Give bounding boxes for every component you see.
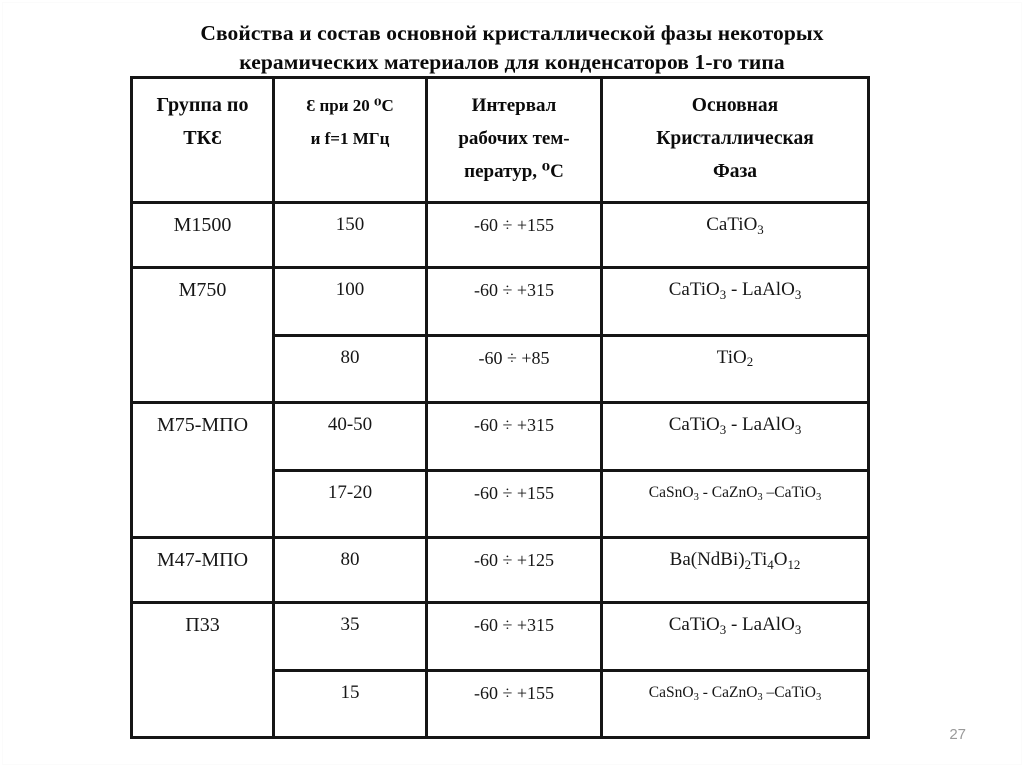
cell-group-text: М1500 xyxy=(173,214,232,236)
column-header-group-line-1: Группа по xyxy=(156,94,249,116)
column-header-temperature xyxy=(427,78,602,203)
cell-phase-text: CaSnO$_3$ - CaZnO$_3$ –CaTiO$_3$ xyxy=(648,683,822,703)
page-number: 27 xyxy=(949,726,966,743)
cell-group-text: М75-МПО xyxy=(156,414,249,436)
cell-phase xyxy=(602,203,869,268)
table-row xyxy=(132,403,869,471)
cell-temperature-text: -60 ÷ +125 xyxy=(473,550,555,570)
cell-temperature xyxy=(427,670,602,738)
cell-temperature xyxy=(427,603,602,671)
table-body xyxy=(132,203,869,738)
column-header-phase-text xyxy=(603,79,867,201)
cell-phase-text: TiO$_2$ xyxy=(716,346,754,370)
cell-phase-text: CaSnO$_3$ - CaZnO$_3$ –CaTiO$_3$ xyxy=(648,483,822,503)
cell-phase xyxy=(602,603,869,671)
cell-temperature-text: -60 ÷ +155 xyxy=(473,482,555,503)
cell-temperature-text: -60 ÷ +155 xyxy=(473,682,555,703)
cell-epsilon-text: 40-50 xyxy=(327,414,373,435)
cell-phase xyxy=(602,268,869,336)
cell-temperature-text: -60 ÷ +315 xyxy=(473,415,555,435)
slide-title-line-1: Свойства и состав основной кристаллической фазы некоторых xyxy=(200,21,824,46)
cell-temperature xyxy=(427,203,602,268)
column-header-phase-line-2: Кристаллическая xyxy=(656,128,814,149)
column-header-group xyxy=(132,78,274,203)
slide-title-line-2: керамических материалов для конденсаторов 1-го типа xyxy=(239,50,785,75)
cell-temperature-text: -60 ÷ +85 xyxy=(478,347,550,368)
cell-epsilon-text: 80 xyxy=(340,549,360,570)
cell-epsilon-text: 150 xyxy=(335,214,365,235)
column-header-group-text xyxy=(133,79,272,201)
cell-epsilon-text: 17-20 xyxy=(327,481,373,503)
cell-group xyxy=(132,538,274,603)
cell-group-text: П33 xyxy=(185,614,220,636)
cell-phase xyxy=(602,670,869,738)
cell-temperature xyxy=(427,538,602,603)
table-row xyxy=(132,203,869,268)
column-header-phase xyxy=(602,78,869,203)
cell-temperature xyxy=(427,335,602,403)
cell-temperature-text: -60 ÷ +155 xyxy=(473,215,555,235)
column-header-epsilon xyxy=(274,78,427,203)
cell-epsilon-text: 80 xyxy=(340,346,360,368)
column-header-epsilon-text xyxy=(275,79,425,201)
properties-table-container xyxy=(130,76,867,739)
slide-title xyxy=(112,19,912,77)
cell-group-text: М750 xyxy=(178,279,227,301)
cell-group xyxy=(132,603,274,738)
cell-epsilon xyxy=(274,203,427,268)
properties-table xyxy=(130,76,870,739)
cell-phase-text: CaTiO$_3$ - LaAlO$_3$ xyxy=(668,414,802,437)
cell-temperature-text: -60 ÷ +315 xyxy=(473,280,555,300)
column-header-phase-line-3: Фаза xyxy=(712,161,758,182)
cell-epsilon xyxy=(274,538,427,603)
cell-group-text: М47-МПО xyxy=(156,549,249,571)
column-header-temperature-line-2: рабочих тем- xyxy=(458,128,570,149)
cell-phase-text: CaTiO$_3$ - LaAlO$_3$ xyxy=(668,279,802,302)
column-header-epsilon-line-2: и f=1 МГц xyxy=(310,129,390,148)
cell-phase xyxy=(602,403,869,471)
cell-temperature xyxy=(427,403,602,471)
table-header-row xyxy=(132,78,869,203)
column-header-temperature-line-3: ператур, ⁰C xyxy=(464,161,564,182)
cell-phase xyxy=(602,335,869,403)
cell-epsilon xyxy=(274,470,427,538)
column-header-group-line-2: ТКƐ xyxy=(183,127,222,149)
cell-phase-text: CaTiO$_3$ xyxy=(706,214,764,237)
cell-group xyxy=(132,268,274,403)
table-header xyxy=(132,78,869,203)
cell-epsilon-text: 100 xyxy=(335,279,365,300)
cell-phase xyxy=(602,470,869,538)
column-header-epsilon-line-1: Ɛ при 20 ⁰C xyxy=(306,96,394,115)
cell-epsilon xyxy=(274,603,427,671)
cell-epsilon xyxy=(274,670,427,738)
table-row xyxy=(132,538,869,603)
cell-phase xyxy=(602,538,869,603)
cell-epsilon xyxy=(274,335,427,403)
cell-group xyxy=(132,203,274,268)
column-header-temperature-line-1: Интервал xyxy=(471,95,557,116)
cell-phase-text: $Ba(NdBi)_2Ti_4O_{12}$ xyxy=(669,549,801,572)
table-row xyxy=(132,268,869,336)
table-row xyxy=(132,603,869,671)
cell-temperature xyxy=(427,470,602,538)
column-header-phase-line-1: Основная xyxy=(691,95,779,116)
cell-group xyxy=(132,403,274,538)
cell-temperature-text: -60 ÷ +315 xyxy=(473,615,555,635)
cell-phase-text: CaTiO$_3$ - LaAlO$_3$ xyxy=(668,614,802,637)
cell-epsilon-text: 15 xyxy=(340,681,360,703)
cell-epsilon-text: 35 xyxy=(340,614,360,635)
cell-epsilon xyxy=(274,403,427,471)
cell-epsilon xyxy=(274,268,427,336)
cell-temperature xyxy=(427,268,602,336)
column-header-temperature-text xyxy=(428,79,600,201)
